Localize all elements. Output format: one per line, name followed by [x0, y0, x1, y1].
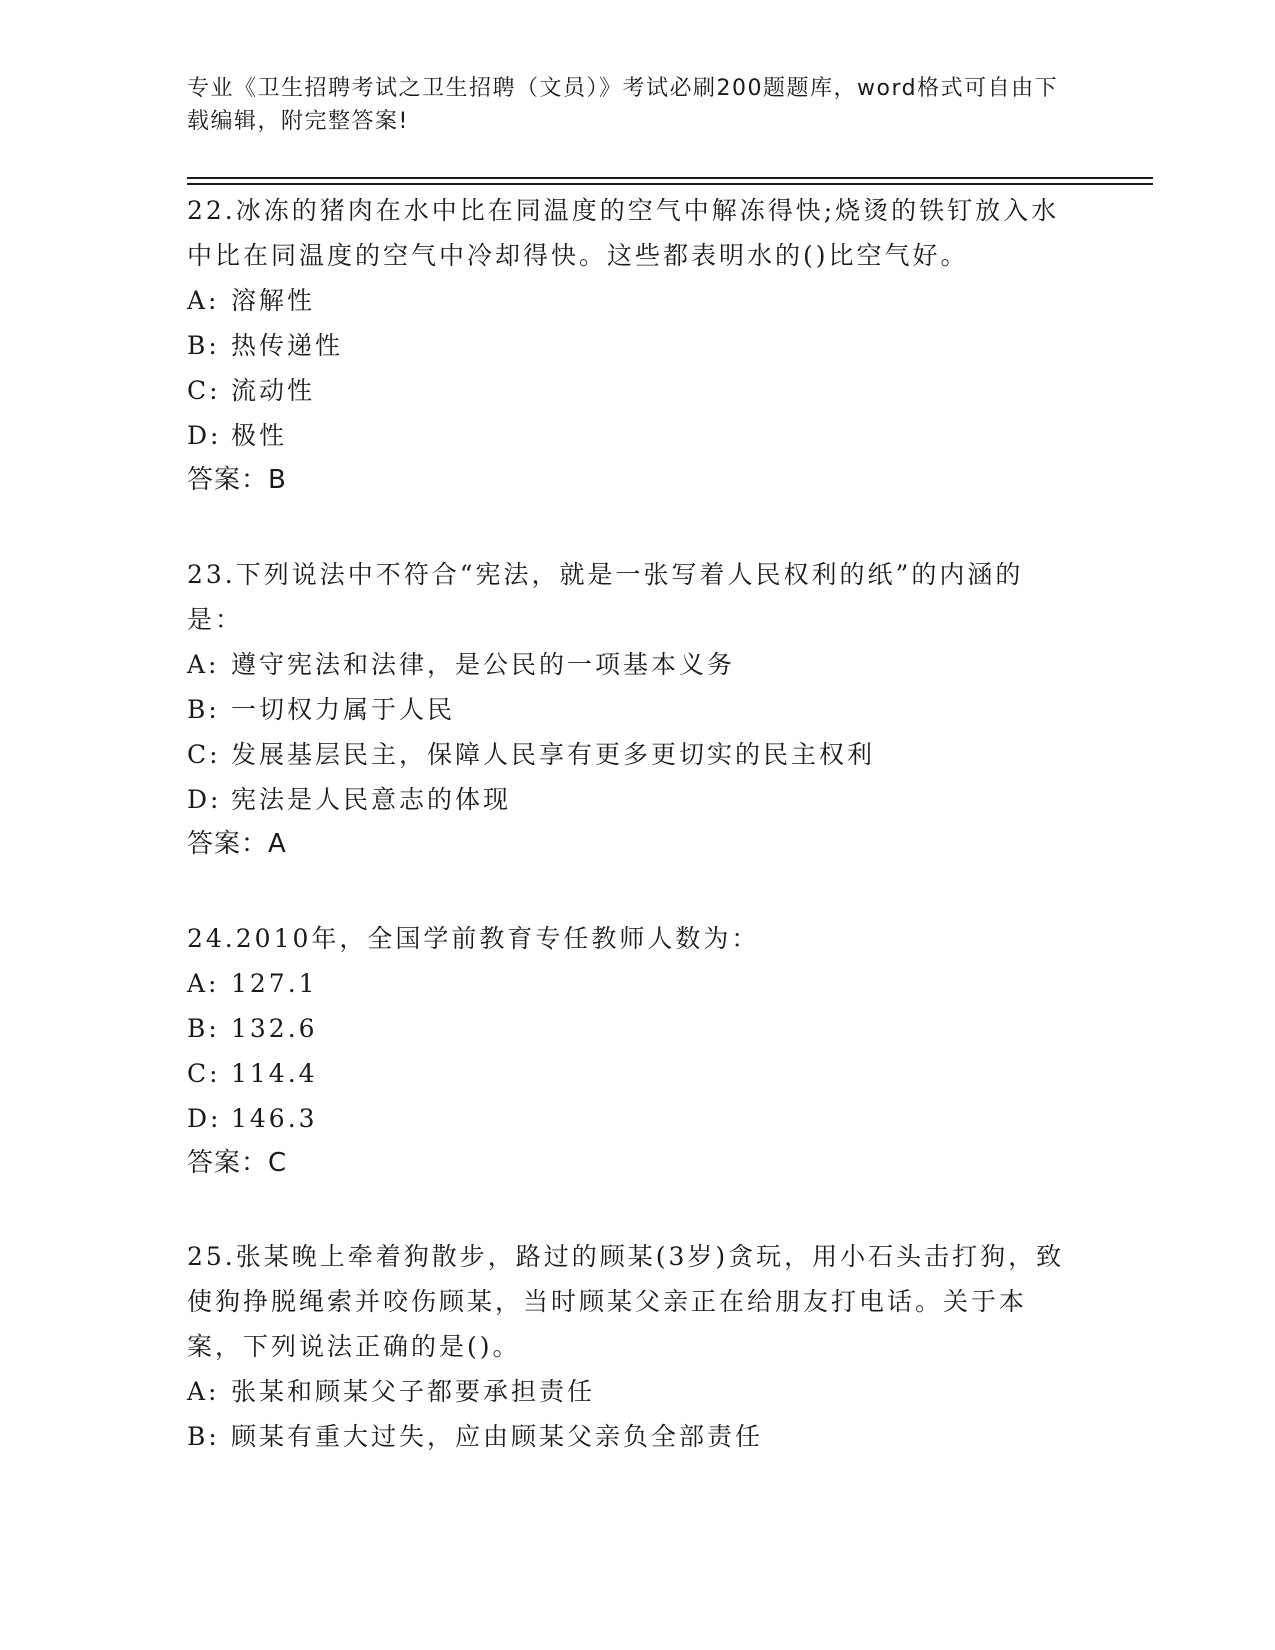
option-letter: A:	[187, 650, 220, 679]
option-text: 一切权力属于人民	[231, 695, 456, 724]
option-letter: A:	[187, 286, 220, 315]
option-a	[187, 278, 1067, 323]
header-divider-bottom	[187, 183, 1153, 185]
answer-line: 答案：C	[187, 1148, 288, 1178]
question-23	[187, 552, 1067, 867]
option-letter: C:	[187, 1059, 221, 1088]
option-b	[187, 1414, 1067, 1459]
option-letter: A:	[187, 969, 220, 998]
option-b	[187, 1006, 1067, 1051]
option-d	[187, 413, 1067, 458]
option-letter: B:	[187, 1014, 220, 1043]
option-letter: C:	[187, 740, 221, 769]
option-text: 132.6	[231, 1014, 318, 1043]
option-text: 张某和顾某父子都要承担责任	[231, 1377, 596, 1406]
option-letter: D:	[187, 785, 222, 814]
option-text: 114.4	[231, 1059, 318, 1088]
option-b	[187, 687, 1067, 732]
document-header: 专业《卫生招聘考试之卫生招聘（文员）》考试必刷200题题库，word格式可自由下载编辑，附完整答案!	[187, 76, 1059, 134]
option-a	[187, 642, 1067, 687]
question-stem: 25.张某晚上牵着狗散步，路过的顾某(3岁)贪玩，用小石头击打狗，致使狗挣脱绳索并咬伤顾某，当时顾某父亲正在给朋友打电话。关于本案，下列说法正确的是()。	[187, 1242, 1065, 1361]
answer-line: 答案：A	[187, 829, 287, 859]
question-25	[187, 1234, 1067, 1459]
option-d	[187, 1096, 1067, 1141]
question-22	[187, 188, 1067, 503]
option-text: 127.1	[231, 969, 318, 998]
option-text: 热传递性	[231, 331, 344, 360]
option-letter: B:	[187, 695, 220, 724]
option-a	[187, 1369, 1067, 1414]
option-a	[187, 961, 1067, 1006]
question-stem: 23.下列说法中不符合“宪法，就是一张写着人民权利的纸”的内涵的是：	[187, 560, 1024, 634]
option-d	[187, 777, 1067, 822]
option-letter: D:	[187, 421, 222, 450]
question-stem: 22.冰冻的猪肉在水中比在同温度的空气中解冻得快;烧烫的铁钉放入水中比在同温度的空气中冷却得快。这些都表明水的()比空气好。	[187, 196, 1060, 270]
option-letter: C:	[187, 376, 221, 405]
option-text: 极性	[231, 421, 288, 450]
option-letter: A:	[187, 1377, 220, 1406]
option-letter: D:	[187, 1104, 222, 1133]
header-divider-top	[187, 177, 1153, 179]
option-c	[187, 1051, 1067, 1096]
question-stem: 24.2010年，全国学前教育专任教师人数为：	[187, 924, 760, 953]
option-text: 宪法是人民意志的体现	[231, 785, 512, 814]
option-letter: B:	[187, 1422, 220, 1451]
option-text: 146.3	[231, 1104, 318, 1133]
option-letter: B:	[187, 331, 220, 360]
option-c	[187, 368, 1067, 413]
option-c	[187, 732, 1067, 777]
option-text: 遵守宪法和法律，是公民的一项基本义务	[231, 650, 736, 679]
option-b	[187, 323, 1067, 368]
question-24	[187, 916, 1067, 1186]
option-text: 流动性	[231, 376, 316, 405]
answer-line: 答案：B	[187, 465, 287, 495]
option-text: 发展基层民主，保障人民享有更多更切实的民主权利	[231, 740, 876, 769]
option-text: 溶解性	[231, 286, 316, 315]
option-text: 顾某有重大过失，应由顾某父亲负全部责任	[231, 1422, 764, 1451]
